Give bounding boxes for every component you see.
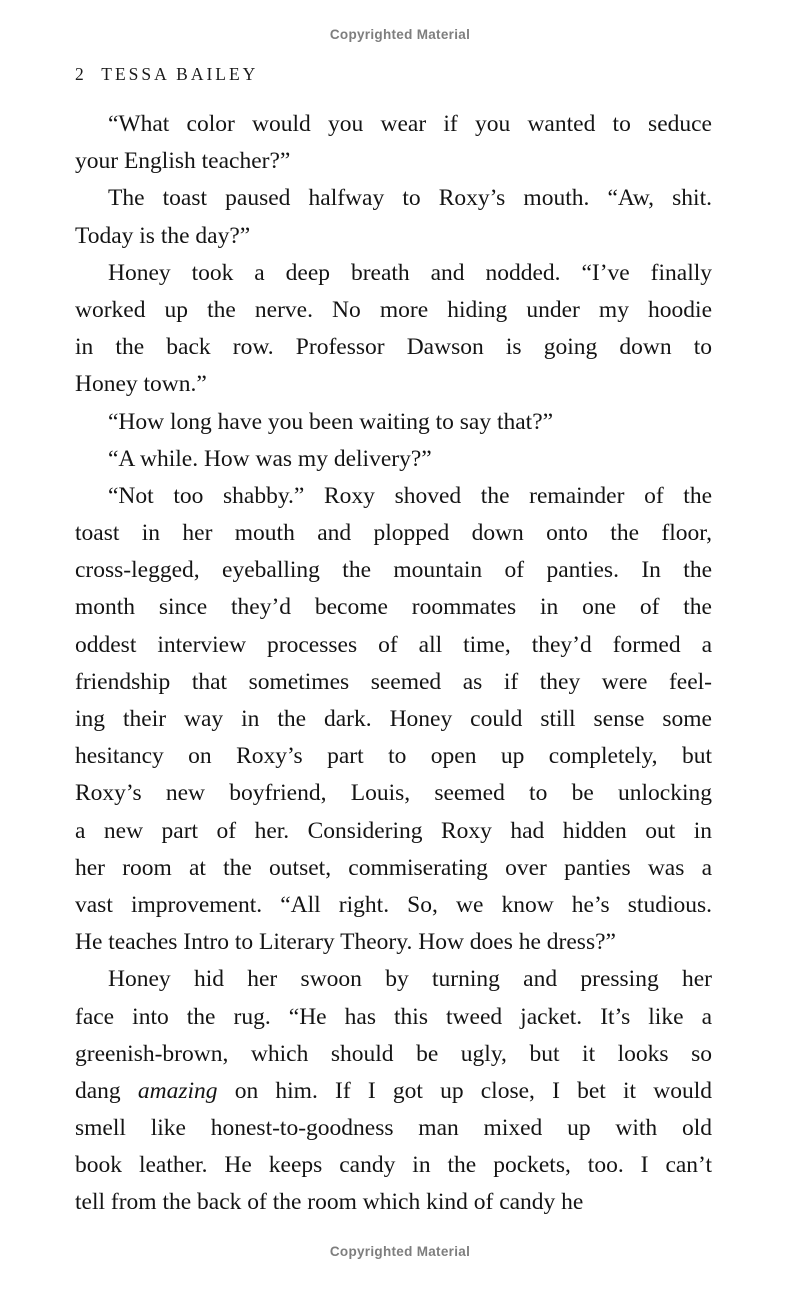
text-run: vast improvement. “All right. So, we know he’s studious. bbox=[75, 891, 712, 918]
text-line bbox=[75, 329, 712, 366]
text-line bbox=[75, 1036, 712, 1073]
text-run: her room at the outset, commiserating over panties was a bbox=[75, 854, 712, 881]
text-run: oddest interview processes of all time, they’d formed a bbox=[75, 631, 712, 658]
text-run: in the back row. Professor Dawson is going down to bbox=[75, 334, 712, 361]
text-run: Roxy’s new boyfriend, Louis, seemed to be unlocking bbox=[75, 780, 712, 807]
text-line bbox=[75, 589, 712, 626]
text-run: your English teacher?” bbox=[75, 148, 291, 175]
text-run: He teaches Intro to Literary Theory. How does he dress?” bbox=[75, 929, 616, 956]
page-number: 2 bbox=[75, 64, 85, 84]
text-line bbox=[75, 664, 712, 701]
text-line bbox=[75, 292, 712, 329]
text-run: The toast paused halfway to Roxy’s mouth. “Aw, shit. bbox=[108, 185, 712, 212]
text-line bbox=[75, 999, 712, 1036]
running-header bbox=[75, 64, 258, 85]
text-run: dang bbox=[75, 1077, 138, 1104]
text-run: ing their way in the dark. Honey could still sense some bbox=[75, 706, 712, 732]
copyright-notice-bottom: Copyrighted Material bbox=[329, 1244, 471, 1259]
text-run: “How long have you been waiting to say that?” bbox=[108, 408, 554, 435]
text-line bbox=[75, 404, 712, 441]
text-run: “Not too shabby.” Roxy shoved the remainder of the bbox=[108, 482, 712, 509]
text-run: friendship that sometimes seemed as if they were feel- bbox=[75, 668, 712, 695]
text-line bbox=[75, 218, 712, 255]
text-line bbox=[75, 775, 712, 812]
text-line bbox=[75, 143, 712, 180]
text-run: on him. If I got up close, I bet it would bbox=[217, 1077, 712, 1104]
text-line bbox=[75, 1073, 712, 1110]
text-line bbox=[75, 1184, 712, 1221]
text-run: book leather. He keeps candy in the pockets, too. I can’t bbox=[75, 1152, 712, 1179]
text-run: tell from the back of the room which kind of candy he bbox=[75, 1189, 584, 1216]
text-line bbox=[75, 924, 712, 961]
text-run: Honey town.” bbox=[75, 371, 207, 398]
text-line bbox=[75, 627, 712, 664]
text-line bbox=[75, 366, 712, 403]
text-line bbox=[75, 701, 712, 738]
text-line bbox=[75, 961, 712, 998]
text-line bbox=[75, 738, 712, 775]
author-running-head: TESSA BAILEY bbox=[101, 64, 259, 84]
text-line bbox=[75, 850, 712, 887]
copyright-notice-top: Copyrighted Material bbox=[329, 27, 471, 42]
text-run: cross-legged, eyeballing the mountain of panties. In the bbox=[75, 557, 712, 584]
text-run: worked up the nerve. No more hiding under my hoodie bbox=[75, 296, 712, 323]
text-run: “What color would you wear if you wanted to seduce bbox=[108, 111, 712, 137]
body-text bbox=[75, 106, 712, 1222]
text-line bbox=[75, 255, 712, 292]
text-run: Honey hid her swoon by turning and pressing her bbox=[108, 966, 712, 993]
text-run: toast in her mouth and plopped down onto the floor, bbox=[75, 520, 712, 547]
text-run: Honey took a deep breath and nodded. “I’ve finally bbox=[108, 259, 712, 286]
text-run: a new part of her. Considering Roxy had hidden out in bbox=[75, 817, 712, 844]
text-run: Today is the day?” bbox=[75, 222, 251, 249]
text-line bbox=[75, 180, 712, 217]
text-line bbox=[75, 478, 712, 515]
text-line bbox=[75, 1110, 712, 1147]
text-run: face into the rug. “He has this tweed jacket. It’s like a bbox=[75, 1003, 712, 1030]
text-line bbox=[75, 1147, 712, 1184]
text-run: hesitancy on Roxy’s part to open up completely, but bbox=[75, 743, 712, 770]
italic-text-run: amazing bbox=[137, 1077, 218, 1104]
text-run: month since they’d become roommates in one of the bbox=[75, 594, 712, 621]
text-line bbox=[75, 887, 712, 924]
text-line bbox=[75, 813, 712, 850]
text-line bbox=[75, 552, 712, 589]
text-run: “A while. How was my delivery?” bbox=[108, 445, 432, 472]
text-run: greenish-brown, which should be ugly, but it looks so bbox=[75, 1040, 712, 1067]
text-line bbox=[75, 515, 712, 552]
text-line bbox=[75, 441, 712, 478]
text-line bbox=[75, 106, 712, 143]
text-run: smell like honest-to-goodness man mixed up with old bbox=[75, 1115, 712, 1142]
